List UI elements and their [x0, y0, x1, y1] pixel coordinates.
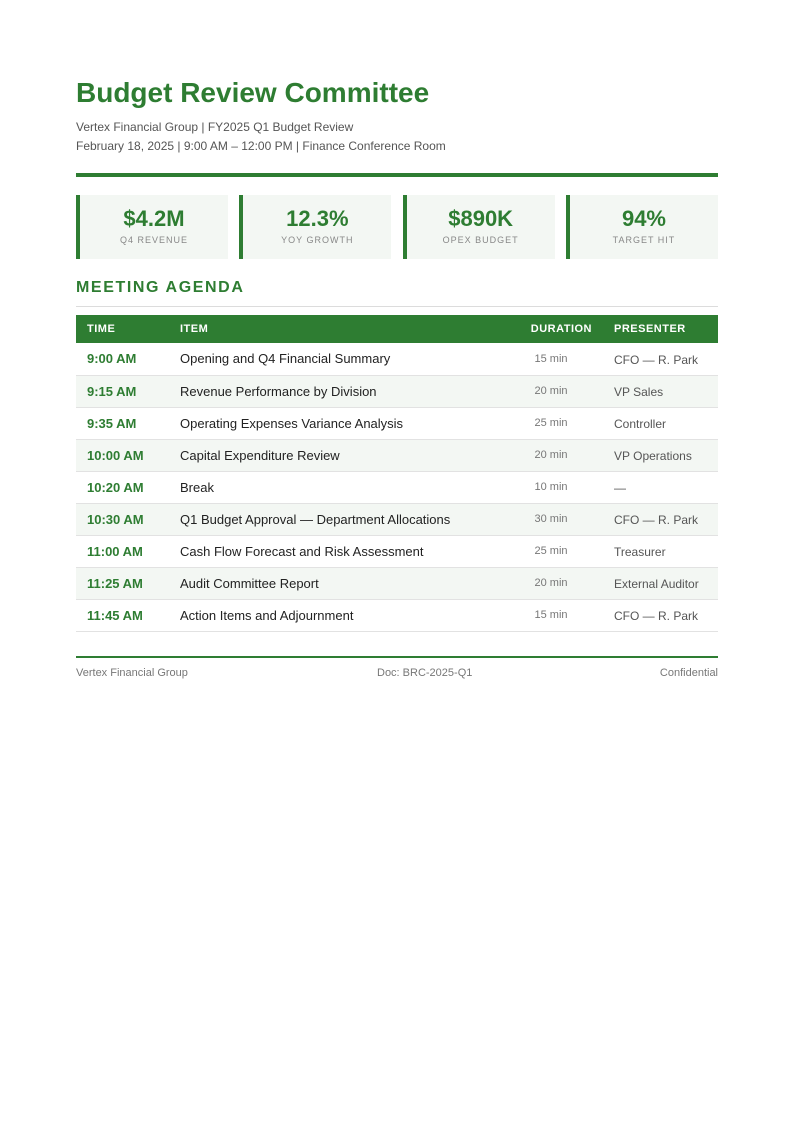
agenda-time: 9:35 AM	[87, 415, 137, 431]
agenda-time: 11:00 AM	[87, 543, 143, 559]
agenda-item: Revenue Performance by Division	[180, 383, 377, 399]
footer-confidential: Confidential	[659, 667, 718, 679]
stat-label: TARGET HIT	[612, 235, 676, 245]
meta-organization-line: Vertex Financial Group | FY2025 Q1 Budget Review	[76, 120, 354, 134]
table-row	[76, 567, 718, 599]
footer-document-id: Doc: BRC-2025-Q1	[377, 667, 473, 679]
table-row	[76, 375, 718, 407]
agenda-presenter: External Auditor	[614, 577, 699, 591]
agenda-duration: 15 min	[534, 609, 568, 621]
agenda-presenter: CFO — R. Park	[614, 609, 699, 623]
meta-date-location-line: February 18, 2025 | 9:00 AM – 12:00 PM | Finance Conference Room	[76, 139, 446, 153]
agenda-item: Operating Expenses Variance Analysis	[180, 415, 404, 431]
table-row	[76, 343, 718, 375]
stat-label: YOY GROWTH	[281, 235, 354, 245]
agenda-section-title: MEETING AGENDA	[76, 279, 245, 296]
agenda-time: 11:25 AM	[87, 575, 143, 591]
agenda-table	[76, 315, 718, 632]
agenda-item: Cash Flow Forecast and Risk Assessment	[180, 543, 424, 559]
stat-card-yoy-growth	[239, 195, 391, 259]
agenda-time: 10:00 AM	[87, 447, 144, 463]
agenda-header-row	[76, 315, 718, 343]
stat-card-q4-revenue	[76, 195, 228, 259]
agenda-item: Capital Expenditure Review	[180, 447, 340, 463]
agenda-time: 9:00 AM	[87, 351, 137, 367]
footer-divider	[76, 656, 718, 658]
agenda-duration: 25 min	[534, 417, 568, 429]
agenda-duration: 20 min	[534, 385, 568, 397]
column-header-duration: DURATION	[530, 323, 592, 335]
agenda-duration: 30 min	[534, 513, 568, 525]
stat-label: Q4 REVENUE	[119, 235, 189, 245]
table-row	[76, 599, 718, 631]
agenda-item: Audit Committee Report	[180, 575, 319, 591]
agenda-presenter: CFO — R. Park	[614, 352, 699, 367]
agenda-presenter: VP Sales	[614, 385, 664, 399]
stat-value: 94%	[621, 206, 666, 231]
agenda-time: 10:20 AM	[87, 479, 144, 495]
stat-label: OPEX BUDGET	[442, 235, 519, 245]
stats-row	[76, 195, 718, 259]
agenda-presenter: Controller	[614, 417, 667, 431]
stat-value: $4.2M	[123, 206, 185, 231]
stat-value: 12.3%	[286, 206, 349, 231]
agenda-item: Break	[180, 479, 214, 495]
page-title: Budget Review Committee	[76, 77, 430, 108]
stat-card-target-hit	[566, 195, 718, 259]
column-header-time: TIME	[87, 323, 116, 335]
table-row	[76, 503, 718, 535]
section-divider	[76, 306, 718, 307]
table-row	[76, 471, 718, 503]
agenda-duration: 20 min	[534, 577, 568, 589]
stat-value: $890K	[448, 206, 514, 231]
agenda-duration: 25 min	[534, 545, 568, 557]
agenda-item: Opening and Q4 Financial Summary	[180, 351, 391, 367]
stat-card-opex-budget	[403, 195, 555, 259]
table-row	[76, 407, 718, 439]
agenda-time: 11:45 AM	[87, 607, 143, 623]
agenda-duration: 15 min	[534, 352, 568, 365]
footer-organization: Vertex Financial Group	[76, 667, 188, 679]
column-header-item: ITEM	[180, 323, 209, 335]
agenda-presenter: —	[614, 481, 626, 495]
header-divider	[76, 173, 718, 177]
table-row	[76, 535, 718, 567]
agenda-presenter: Treasurer	[614, 545, 666, 559]
agenda-time: 9:15 AM	[87, 383, 137, 399]
agenda-time: 10:30 AM	[87, 511, 144, 527]
agenda-item: Q1 Budget Approval — Department Allocations	[180, 511, 451, 527]
agenda-item: Action Items and Adjournment	[180, 607, 354, 623]
table-row	[76, 439, 718, 471]
agenda-duration: 10 min	[534, 481, 568, 493]
column-header-presenter: PRESENTER	[614, 323, 686, 335]
agenda-duration: 20 min	[534, 449, 568, 461]
agenda-presenter: CFO — R. Park	[614, 513, 699, 527]
agenda-presenter: VP Operations	[614, 449, 692, 463]
